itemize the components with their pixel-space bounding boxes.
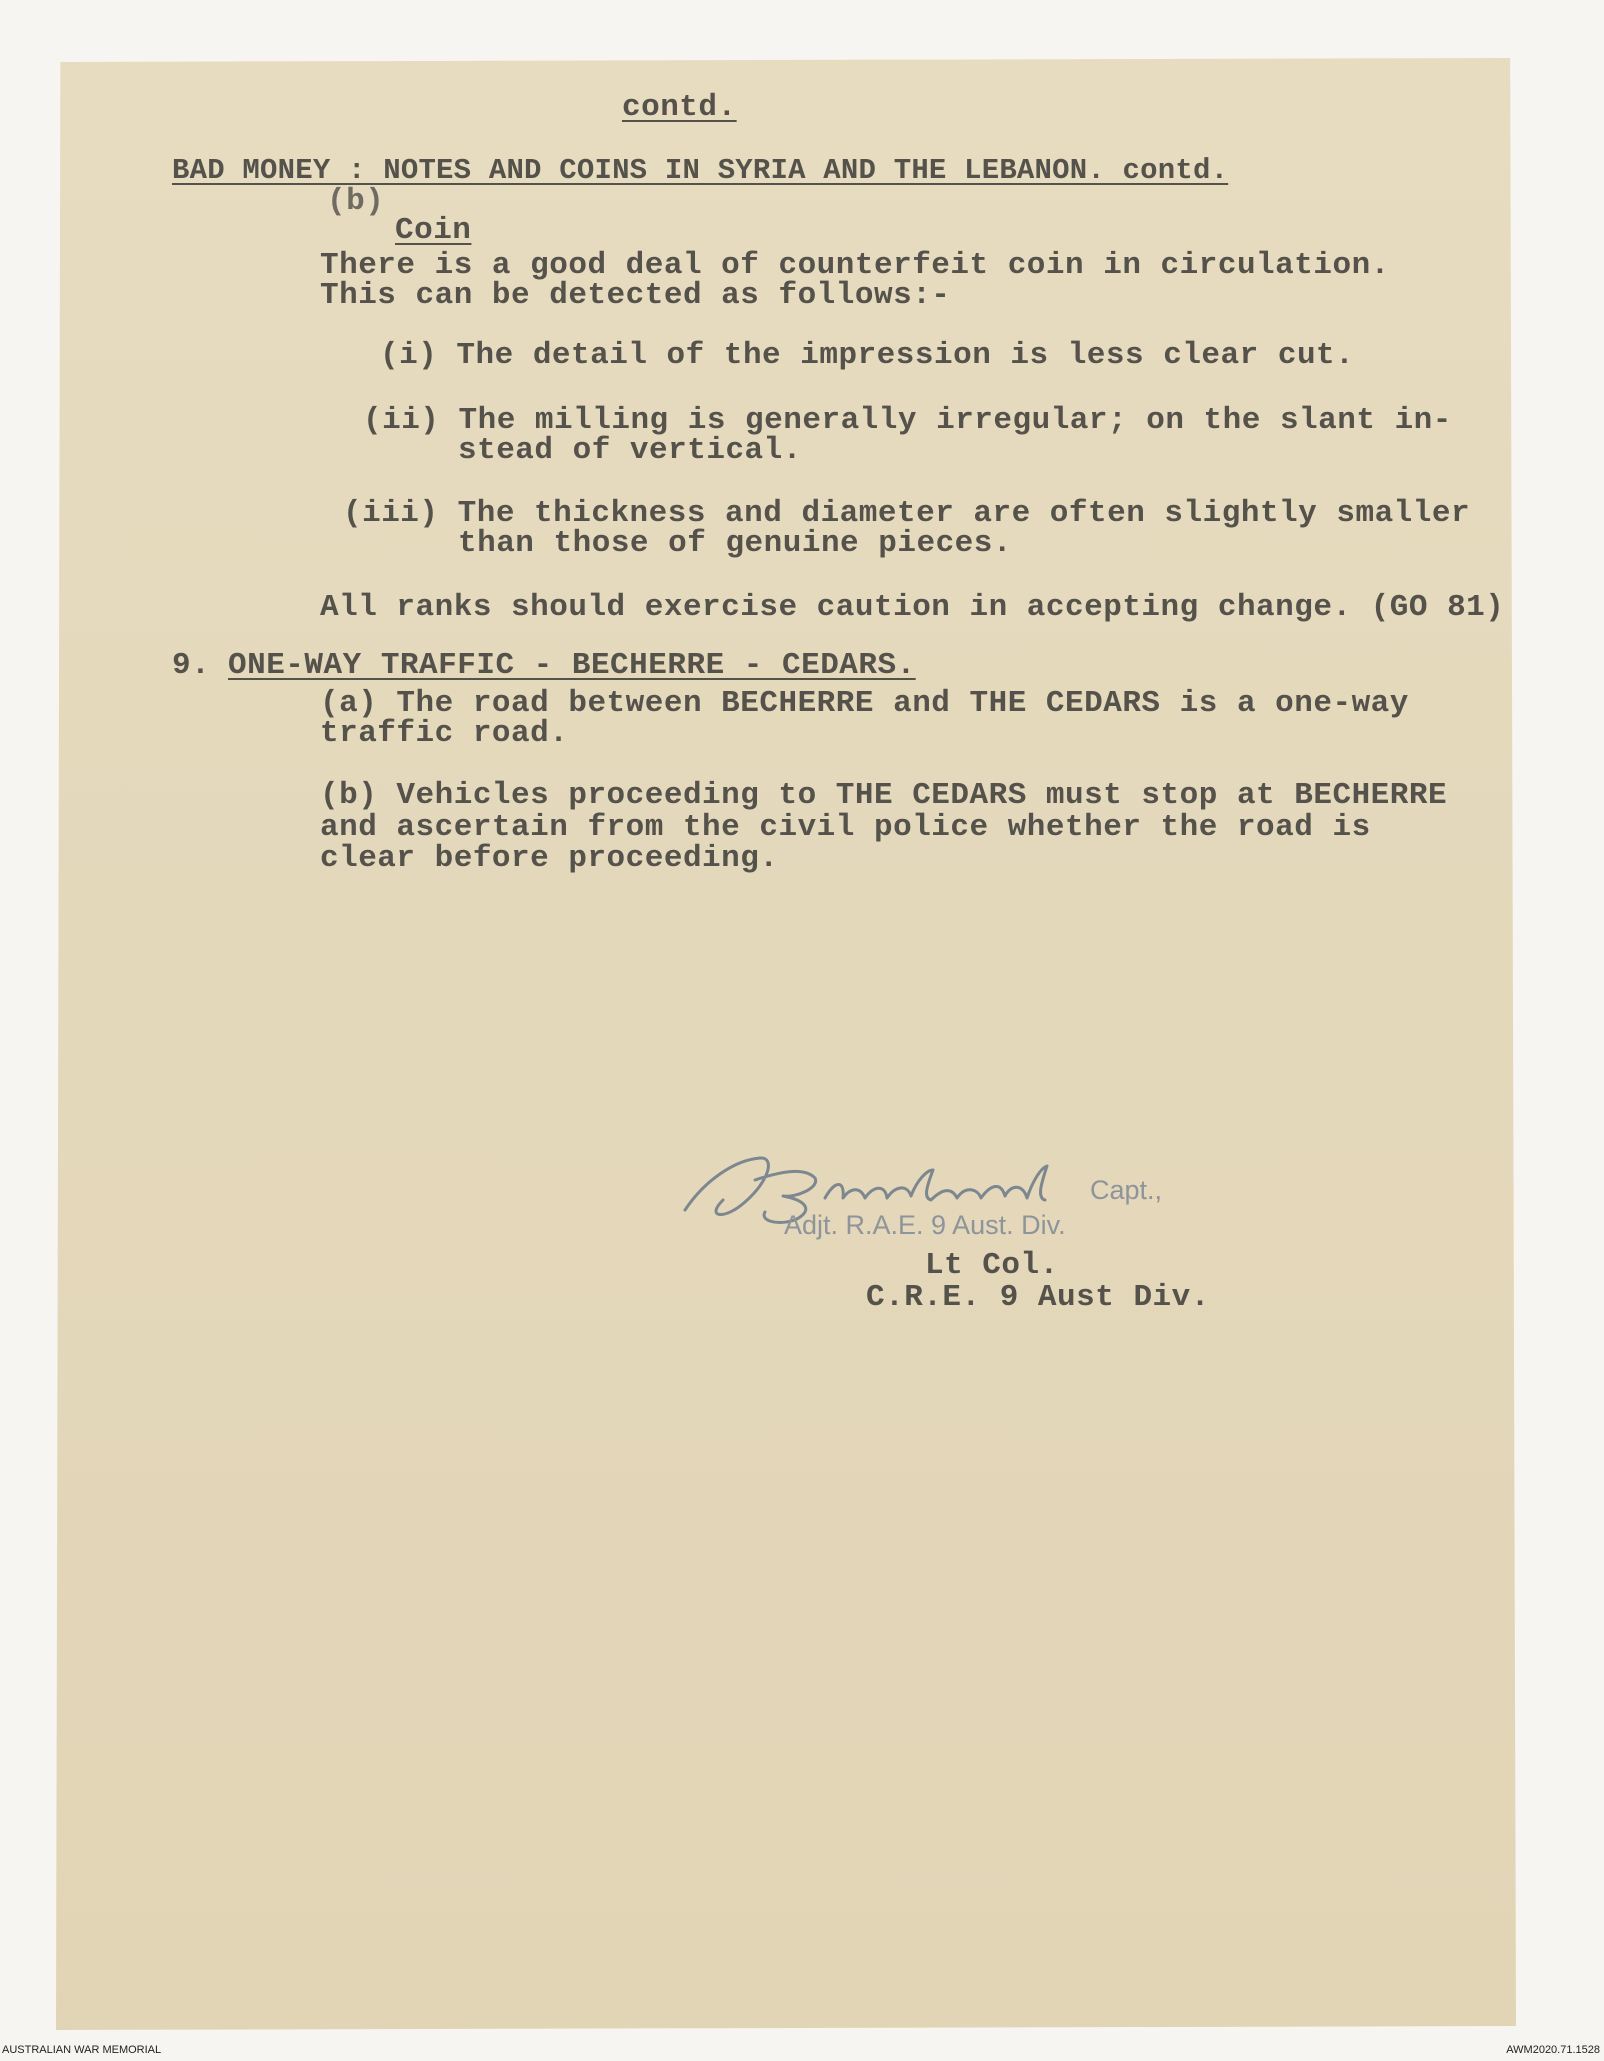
item9-a-line2: traffic road. [320, 716, 569, 751]
item9-b-line3: clear before proceeding. [320, 841, 779, 876]
coin-intro-line2: This can be detected as follows:- [320, 278, 951, 313]
point-iii-line2: than those of genuine pieces. [458, 526, 1012, 561]
coin-intro-line1: There is a good deal of counterfeit coin in circulation. [320, 248, 1390, 283]
point-ii-line1: (ii) The milling is generally irregular; on the slant in- [363, 403, 1452, 438]
point-ii-line2: stead of vertical. [458, 433, 802, 468]
contd-header: contd. [622, 90, 737, 125]
item9-title: ONE-WAY TRAFFIC - BECHERRE - CEDARS. [228, 648, 916, 683]
section-title: BAD MONEY : NOTES AND COINS IN SYRIA AND THE LEBANON. contd. [172, 154, 1229, 187]
caution-line: All ranks should exercise caution in accepting change. (GO 81) [320, 590, 1505, 625]
item9-a-line1: (a) The road between BECHERRE and THE CEDARS is a one-way [320, 686, 1409, 721]
sub-b-marker: (b) [327, 184, 385, 219]
footer-right: AWM2020.71.1528 [1506, 2044, 1600, 2056]
typed-rank: Lt Col. [925, 1248, 1059, 1283]
item9-b-line1: (b) Vehicles proceeding to THE CEDARS must stop at BECHERRE [320, 778, 1448, 813]
stamp-rank: Capt., [1090, 1175, 1163, 1205]
coin-heading: Coin [395, 213, 472, 248]
footer-left: AUSTRALIAN WAR MEMORIAL [2, 2044, 162, 2056]
typed-unit: C.R.E. 9 Aust Div. [866, 1280, 1210, 1315]
stamp-unit: Adjt. R.A.E. 9 Aust. Div. [784, 1210, 1066, 1240]
point-i: (i) The detail of the impression is less clear cut. [380, 338, 1355, 373]
point-iii-line1: (iii) The thickness and diameter are often slightly smaller [343, 496, 1471, 531]
item9-number: 9. [172, 648, 211, 683]
item9-b-line2: and ascertain from the civil police whether the road is [320, 810, 1371, 845]
